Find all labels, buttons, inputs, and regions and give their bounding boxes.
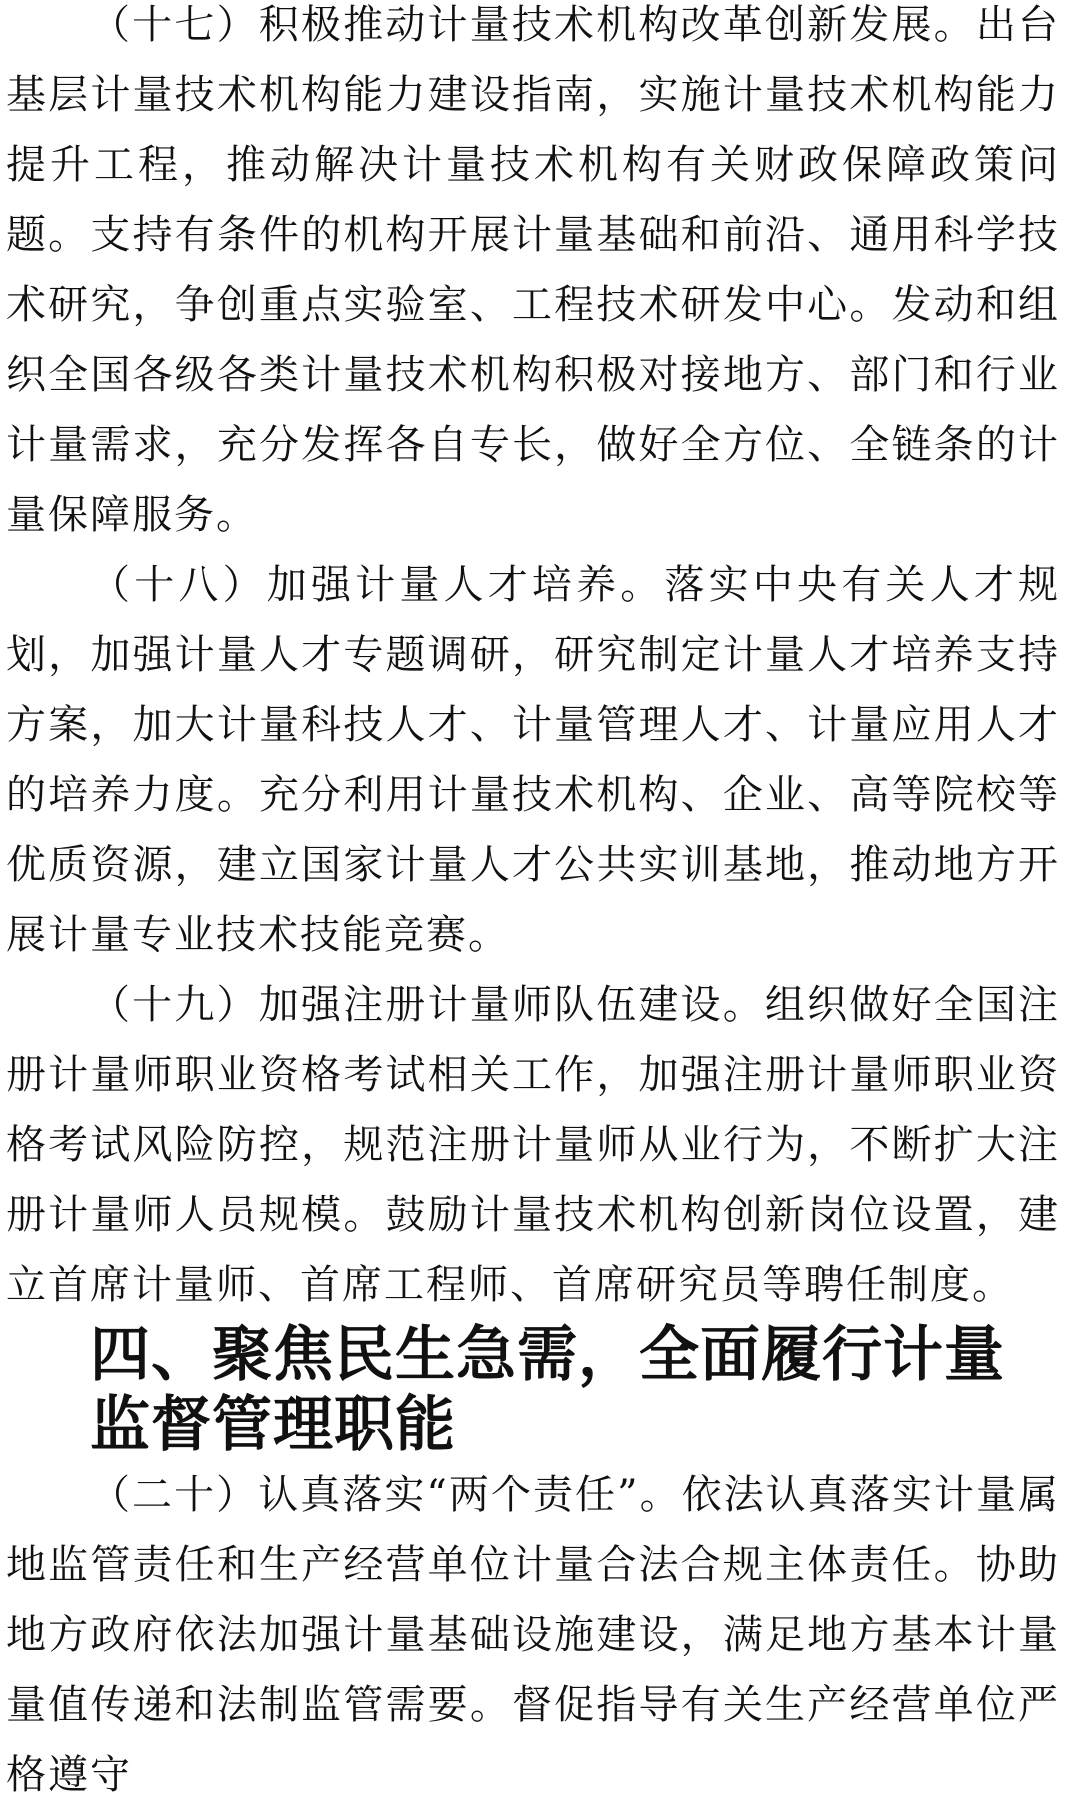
paragraph-20-body: 依法认真落实计量属地监管责任和生产经营单位计量合法合规主体责任。协助地方政府依法加强计量基础设施建设，满足地方基本计量量值传递和法制监管需要。督促指导有关生产经营单位严格遵守 (6, 1472, 1061, 1798)
paragraph-18-heading: （十八）加强计量人才培养。 (90, 562, 665, 608)
section-heading-4: 四、聚焦民生急需，全面履行计量监督管理职能 (90, 1320, 1005, 1460)
paragraph-19-heading: （十九）加强注册计量师队伍建设。 (90, 982, 765, 1028)
paragraph-19 (6, 970, 1060, 1320)
paragraph-17 (6, 0, 1060, 550)
paragraph-20-heading: （二十）认真落实“两个责任”。 (90, 1472, 682, 1518)
paragraph-18-body: 落实中央有关人才规划，加强计量人才专题调研，研究制定计量人才培养支持方案，加大计量科技人才、计量管理人才、计量应用人才的培养力度。充分利用计量技术机构、企业、高等院校等优质资源，建立国家计量人才公共实训基地，推动地方开展计量专业技术技能竞赛。 (6, 562, 1061, 958)
paragraph-19-body: 组织做好全国注册计量师职业资格考试相关工作，加强注册计量师职业资格考试风险防控，规范注册计量师从业行为，不断扩大注册计量师人员规模。鼓励计量技术机构创新岗位设置，建立首席计量师、首席工程师、首席研究员等聘任制度。 (6, 982, 1061, 1308)
paragraph-18 (6, 550, 1060, 970)
paragraph-17-heading: （十七）积极推动计量技术机构改革创新发展。 (90, 2, 976, 48)
paragraph-20 (6, 1460, 1060, 1810)
paragraph-17-body: 出台基层计量技术机构能力建设指南，实施计量技术机构能力提升工程，推动解决计量技术机构有关财政保障政策问题。支持有条件的机构开展计量基础和前沿、通用科学技术研究，争创重点实验室、工程技术研发中心。发动和组织全国各级各类计量技术机构积极对接地方、部门和行业计量需求，充分发挥各自专长，做好全方位、全链条的计量保障服务。 (6, 2, 1061, 538)
